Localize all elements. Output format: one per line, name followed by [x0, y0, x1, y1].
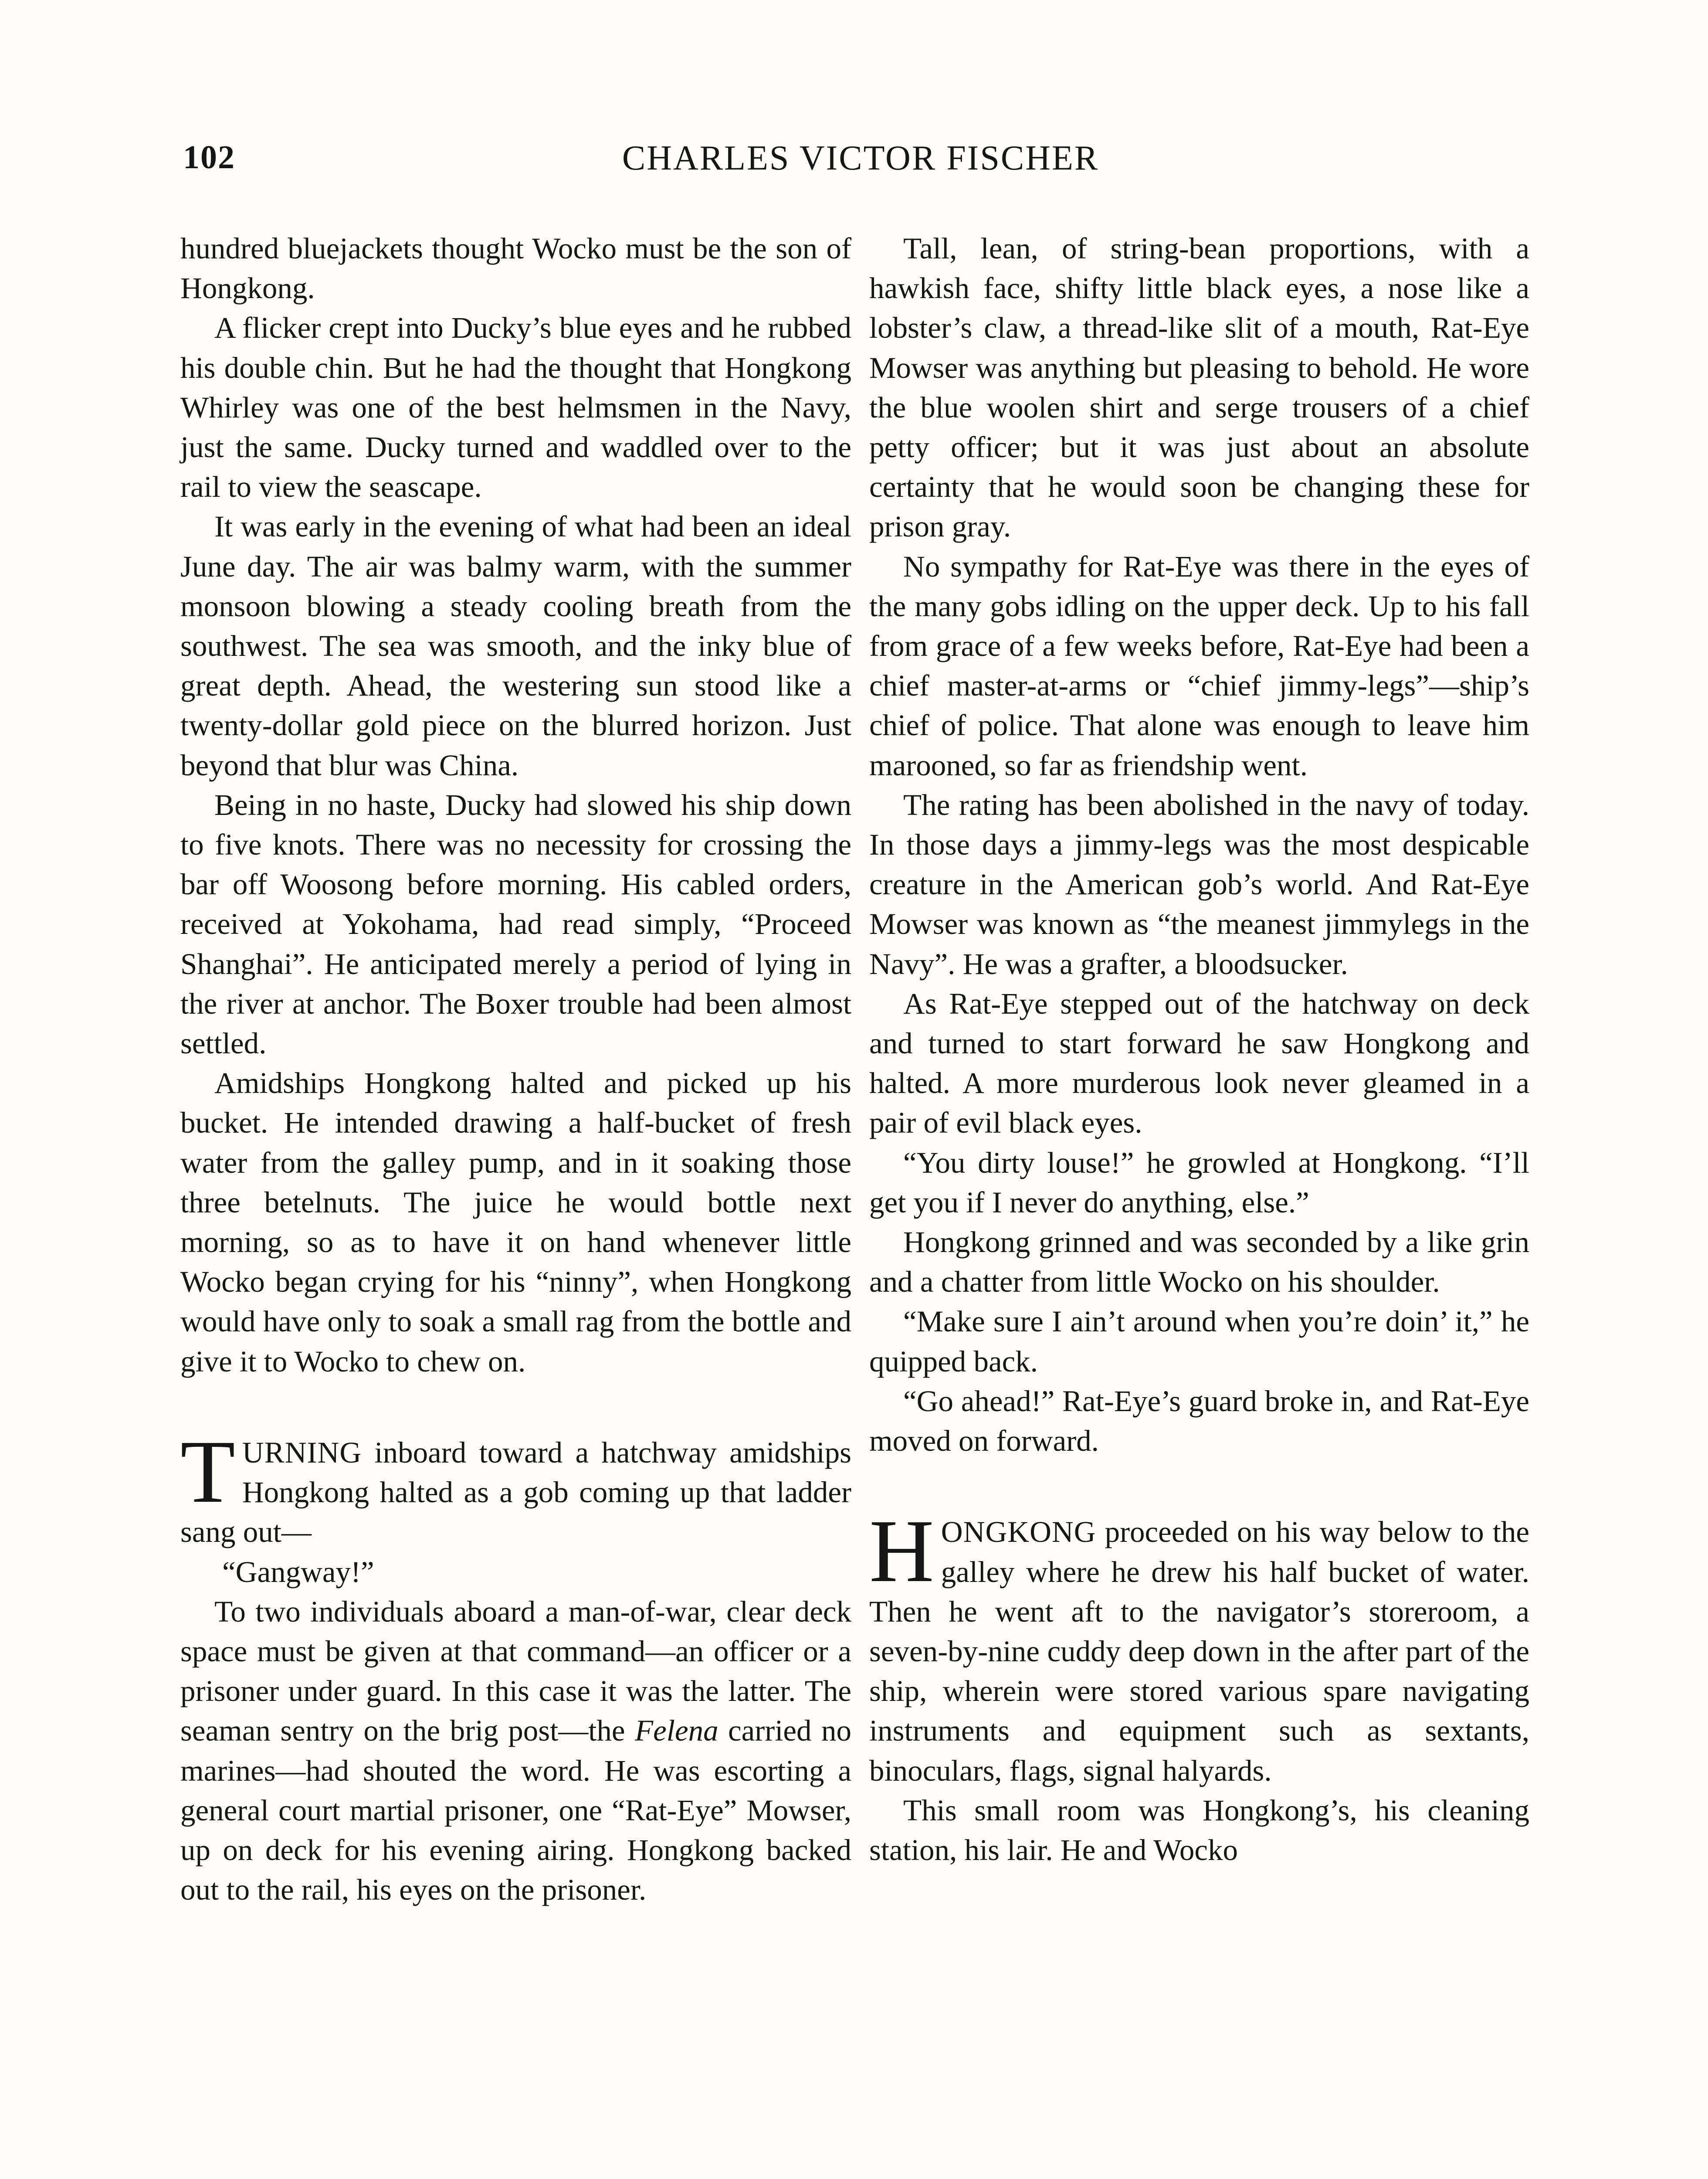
- section-opening-paragraph: [180, 1421, 851, 1552]
- page-number: 102: [183, 139, 235, 176]
- paragraph: No sympathy for Rat-Eye was there in the eyes of the many gobs idling on the upper deck. Up to his fall from grace of a few weeks before, Rat-Eye had been a chief master-at-arms or “chief jimmy-legs”—ship’s chief of police. That alone was enough to leave him marooned, so far as friendship went.: [869, 550, 1529, 782]
- paragraph-text: carried no marines—had shouted the word. He was escorting a general court martial prisoner, one “Rat-Eye” Mowser, up on deck for his evening airing. Hongkong backed out to the rail, his eyes on the prisoner.: [180, 1714, 851, 1907]
- running-head: CHARLES VICTOR FISCHER: [622, 139, 1099, 177]
- paragraph: As Rat-Eye stepped out of the hatchway on deck and turned to start forward he saw Hongkong and halted. A more murderous look never gleamed in a pair of evil black eyes.: [869, 987, 1529, 1140]
- section-lead-word: ONGKONG: [941, 1515, 1096, 1549]
- paragraph: It was early in the evening of what had been an ideal June day. The air was balmy warm, with the summer monsoon blowing a steady cooling breath from the southwest. The sea was smooth, and the inky blue of great depth. Ahead, the westering sun stood like a twenty-dollar gold piece on the blurred horizon. Just beyond that blur was China.: [180, 510, 851, 782]
- paragraph: hundred bluejackets thought Wocko must be the son of Hongkong.: [180, 232, 851, 305]
- drop-cap: T: [180, 1421, 235, 1521]
- right-column: [869, 229, 1529, 1870]
- ship-name: Felena: [635, 1714, 718, 1748]
- section-lead-word: URNING: [242, 1436, 362, 1469]
- paragraph: Tall, lean, of string-bean proportions, with a hawkish face, shifty little black eyes, a nose like a lobster’s claw, a thread-like slit of a mouth, Rat-Eye Mowser was anything but pleasing to behold. He wore the blue woolen shirt and serge trousers of a chief petty officer; but it was just about an absolute certainty that he would soon be changing these for prison gray.: [869, 232, 1529, 543]
- paragraph: A flicker crept into Ducky’s blue eyes and he rubbed his double chin. But he had the thought that Hongkong Whirley was one of the best helmsmen in the Navy, just the same. Ducky turned and waddled over to the rail to view the seascape.: [180, 311, 851, 504]
- paragraph: Hongkong grinned and was seconded by a like grin and a chatter from little Wocko on his shoulder.: [869, 1225, 1529, 1299]
- paragraph: “Go ahead!” Rat-Eye’s guard broke in, and Rat-Eye moved on forward.: [869, 1384, 1529, 1458]
- paragraph-text: inboard toward a hatchway amidships Hongkong halted as a gob coming up that ladder sang out—: [180, 1436, 851, 1549]
- paragraph: This small room was Hongkong’s, his cleaning station, his lair. He and Wocko: [869, 1793, 1529, 1867]
- section-opening-paragraph: [869, 1501, 1529, 1790]
- dialogue-line: “Gangway!”: [222, 1555, 374, 1588]
- paragraph-text: To two individuals aboard a man-of-war, clear deck space must be given at that command—an officer or a prisoner under guard. In this case it was the latter. The seaman sentry on the brig post—the: [180, 1595, 851, 1748]
- left-column: [180, 229, 851, 1910]
- page-header: [183, 139, 1538, 187]
- paragraph: “You dirty louse!” he growled at Hongkong. “I’ll get you if I never do anything, else.”: [869, 1146, 1529, 1219]
- drop-cap: H: [869, 1501, 934, 1601]
- paragraph: The rating has been abolished in the navy of today. In those days a jimmy-legs was the most despicable creature in the American gob’s world. And Rat-Eye Mowser was known as “the meanest jimmylegs in the Navy”. He was a grafter, a bloodsucker.: [869, 788, 1529, 981]
- paragraph-text: proceeded on his way below to the galley where he drew his half bucket of water. Then he went aft to the navigator’s storeroom, a seven-by-nine cuddy deep down in the after part of the ship, wherein were stored various spare navigating instruments and equipment such as sextants, binoculars, flags, signal halyards.: [869, 1515, 1529, 1787]
- paragraph: [180, 1592, 851, 1910]
- paragraph: “Make sure I ain’t around when you’re doin’ it,” he quipped back.: [869, 1305, 1529, 1378]
- paragraph: Being in no haste, Ducky had slowed his ship down to five knots. There was no necessity for crossing the bar off Woosong before morning. His cabled orders, received at Yokohama, had read simply, “Proceed Shanghai”. He anticipated merely a period of lying in the river at anchor. The Boxer trouble had been almost settled.: [180, 788, 851, 1060]
- paragraph: Amidships Hongkong halted and picked up his bucket. He intended drawing a half-bucket of fresh water from the galley pump, and in it soaking those three betelnuts. The juice he would bottle next morning, so as to have it on hand whenever little Wocko began crying for his “ninny”, when Hongkong would have only to soak a small rag from the bottle and give it to Wocko to chew on.: [180, 1066, 851, 1378]
